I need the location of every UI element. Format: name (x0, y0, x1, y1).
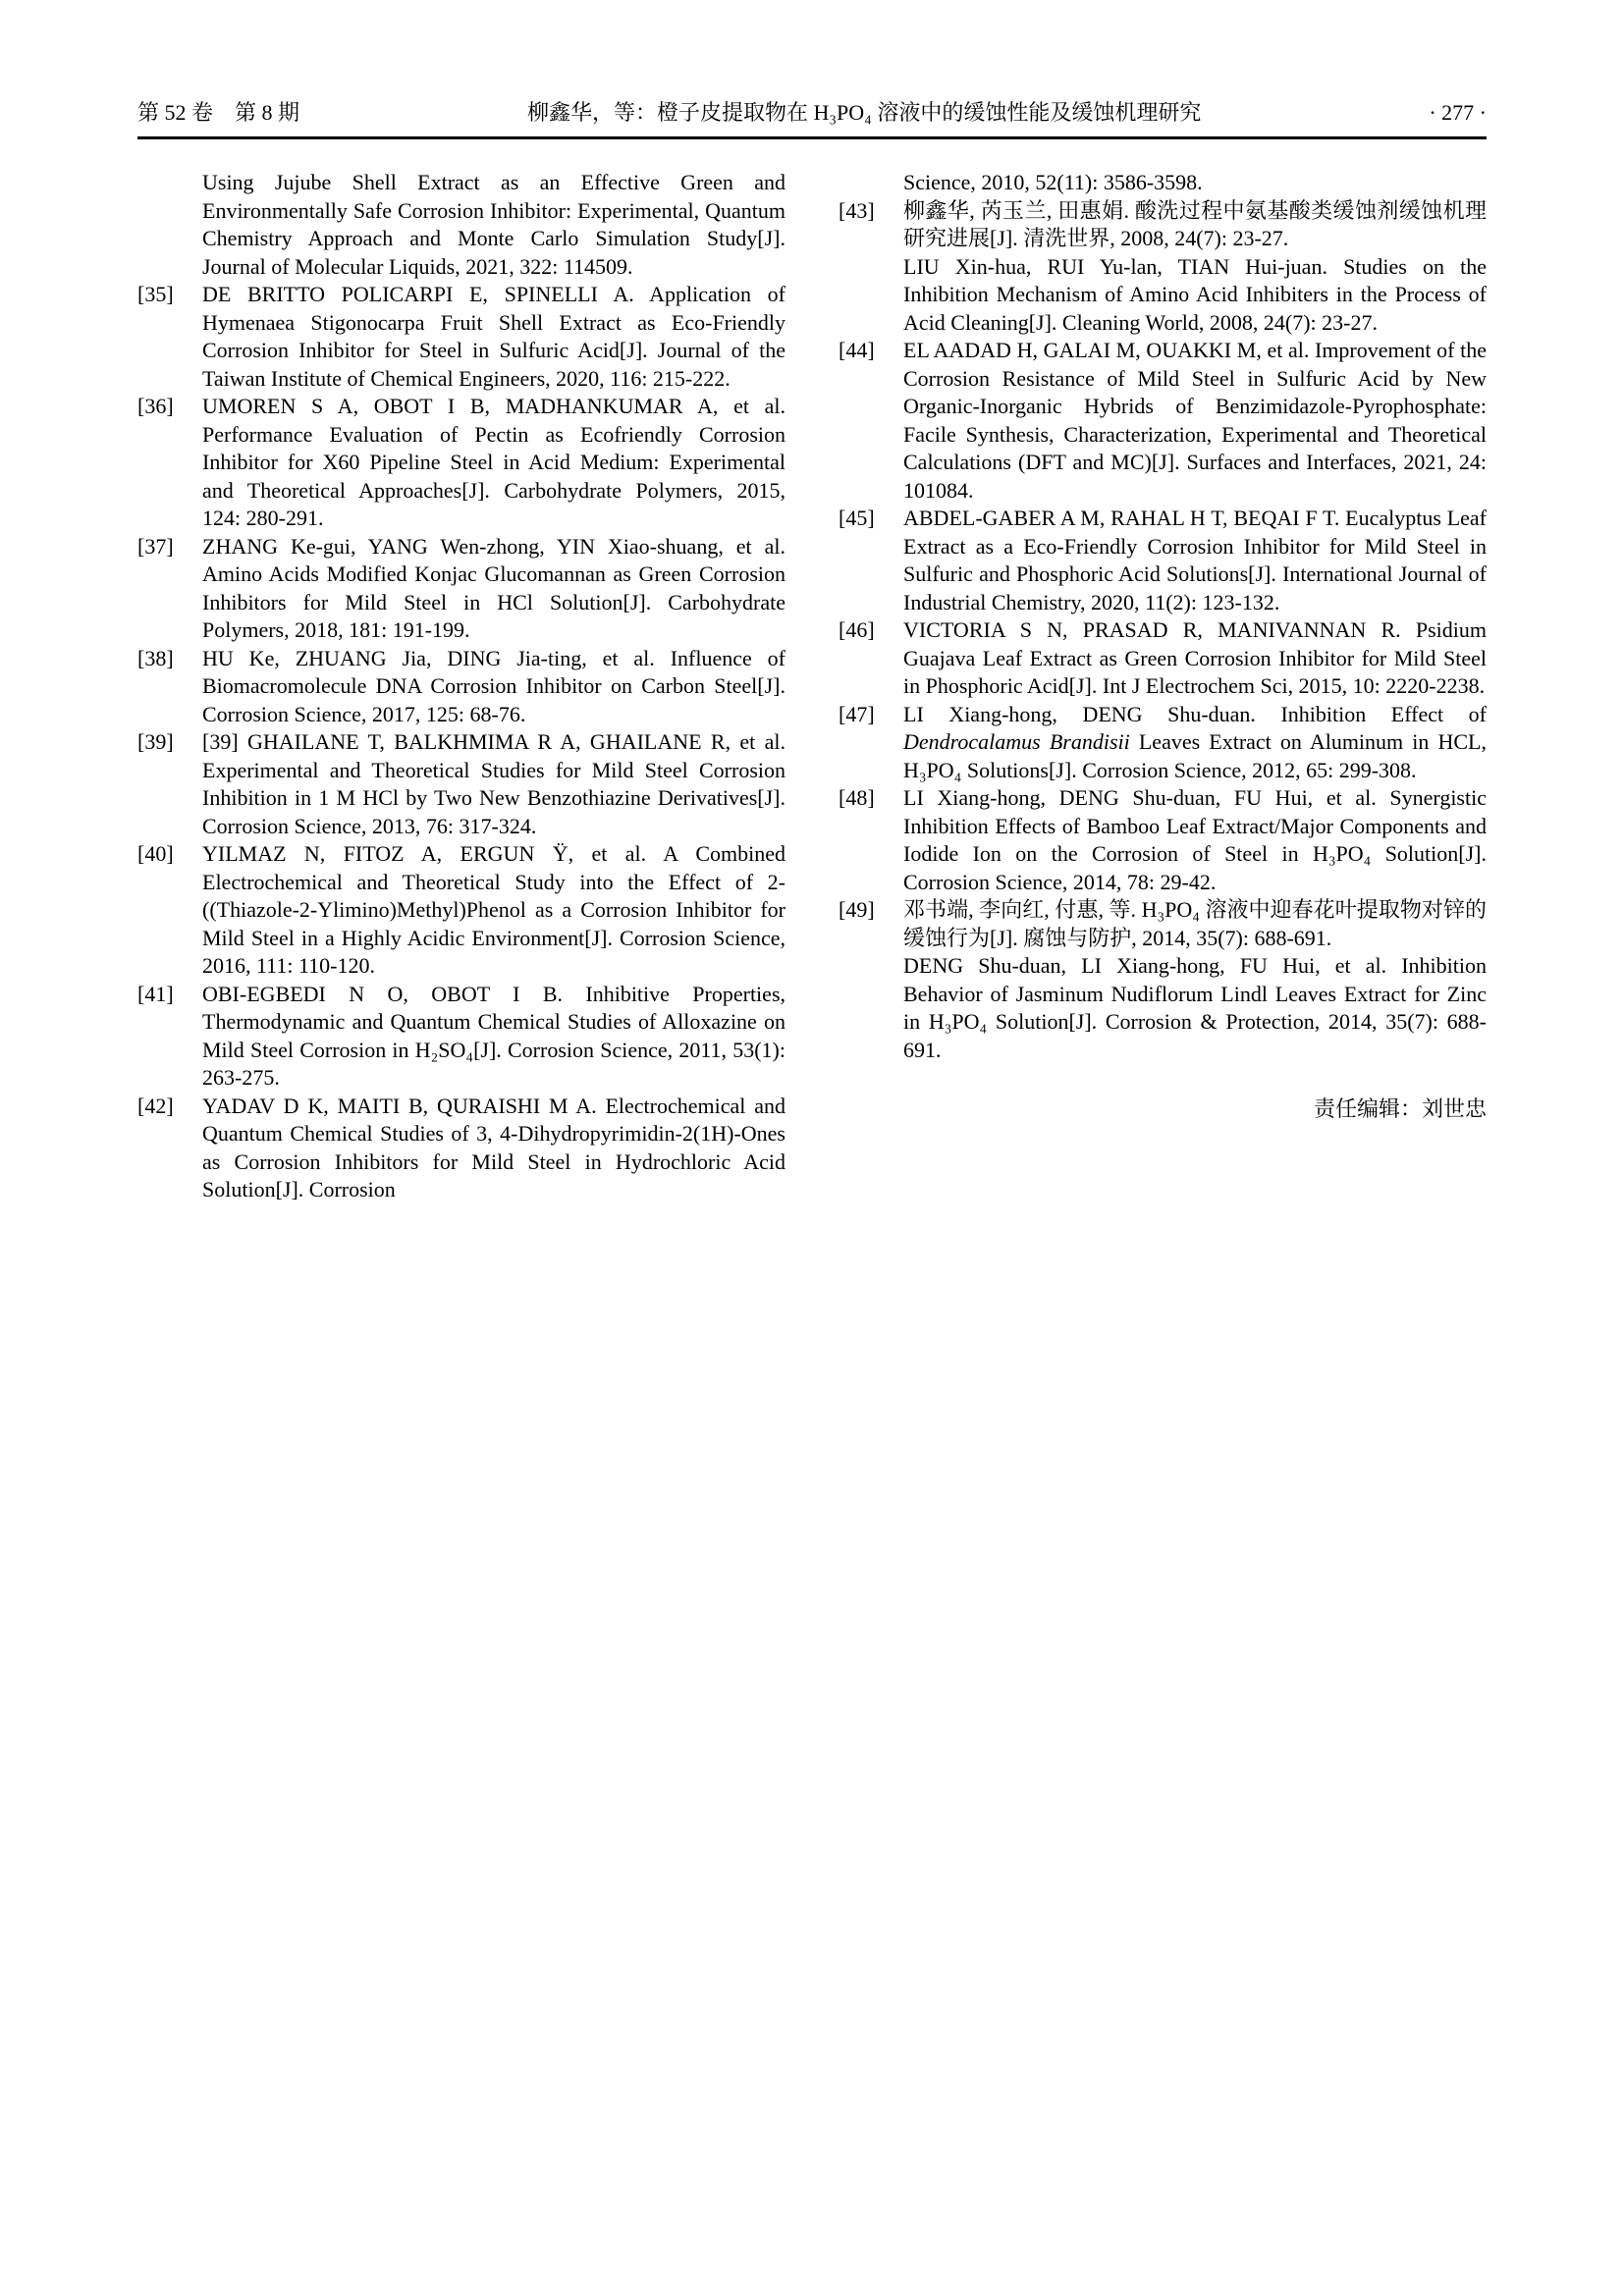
reference-item (137, 840, 785, 981)
references-section (137, 169, 1487, 1204)
reference-item (839, 197, 1487, 338)
reference-item (137, 645, 785, 729)
reference-item (839, 169, 1487, 197)
reference-item (839, 337, 1487, 505)
reference-number: [46] (839, 617, 875, 642)
reference-text: LIU Xin-hua, RUI Yu-lan, TIAN Hui-juan. Studies on the Inhibition Mechanism of Amino Acid Inhibiters in the Process of Acid Cleaning[J]. Cleaning World, 2008, 24(7): 23-27. (903, 253, 1487, 335)
editor-note: 责任编辑：刘世忠 (1313, 1096, 1487, 1121)
reference-number: [39] (137, 729, 174, 754)
reference-list-right (839, 169, 1487, 1064)
reference-number: [47] (839, 701, 875, 726)
page-header (137, 96, 1487, 127)
reference-number: [45] (839, 506, 875, 530)
header-volume-issue: 第 52 卷 第 8 期 (137, 100, 300, 125)
header-rule (137, 136, 1487, 139)
reference-number: [36] (137, 394, 174, 418)
reference-number: [37] (137, 533, 174, 559)
reference-text: ZHANG Ke-gui, YANG Wen-zhong, YIN Xiao-shuang, et al. Amino Acids Modified Konjac Glucomannan as Green Corrosion Inhibitors for Mild Steel in HCl Solution[J]. Carbohydrate Polymers, 2018, 181: 191-199. (202, 533, 785, 642)
reference-text: Using Jujube Shell Extract as an Effective Green and Environmentally Safe Corrosion Inhibitor: Experimental, Quantum Chemistry Approach and Monte Carlo Simulation Study[J]. Journal of Molecular Liquids, 2021, 322: 114509. (202, 170, 785, 279)
reference-item (137, 533, 785, 645)
reference-text: DENG Shu-duan, LI Xiang-hong, FU Hui, et al. Inhibition Behavior of Jasminum Nudiflorum Lindl Leaves Extract for Zinc in H₃PO₄ Solution[J]. Corrosion & Protection, 2014, 35(7): 688-691. (903, 953, 1487, 1062)
reference-item (137, 1093, 785, 1204)
reference-text: LI Xiang-hong, DENG Shu-duan, FU Hui, et al. Synergistic Inhibition Effects of Bamboo Leaf Extract/Major Components and Iodide Ion on the Corrosion of Steel in H₃PO₄ Solution[J]. Corrosion Science, 2014, 78: 29-42. (903, 785, 1487, 894)
reference-text: Science, 2010, 52(11): 3586-3598. (903, 170, 1203, 194)
reference-text: YILMAZ N, FITOZ A, ERGUN Ÿ, et al. A Combined Electrochemical and Theoretical Study into the Effect of 2-((Thiazole-2-Ylimino)Methyl)Phenol as a Corrosion Inhibitor for Mild Steel in a Highly Acidic Environment[J]. Corrosion Science, 2016, 111: 110-120. (202, 841, 785, 978)
reference-number: [49] (839, 897, 875, 922)
reference-item (137, 169, 785, 281)
reference-text: LI Xiang-hong, DENG Shu-duan. Inhibition Effect of Dendrocalamus Brandisii Leaves Extract on Aluminum in HCL, H₃PO₄ Solutions[J]. Corrosion Science, 2012, 65: 299-308. (903, 701, 1487, 782)
reference-text: UMOREN S A, OBOT I B, MADHANKUMAR A, et al. Performance Evaluation of Pectin as Ecofriendly Corrosion Inhibitor for X60 Pipeline Steel in Acid Medium: Experimental and Theoretical Approaches[J]. Carbohydrate Polymers, 2015, 124: 280-291. (202, 394, 785, 530)
header-running-title: 柳鑫华，等：橙子皮提取物在 H₃PO₄ 溶液中的缓蚀性能及缓蚀机理研究 (527, 100, 1202, 125)
reference-item (839, 616, 1487, 701)
reference-text: 邓书端, 李向红, 付惠, 等. H₃PO₄ 溶液中迎春花叶提取物对锌的缓蚀行为[J]. 腐蚀与防护, 2014, 35(7): 688-691. (903, 897, 1487, 950)
reference-text: HU Ke, ZHUANG Jia, DING Jia-ting, et al. Influence of Biomacromolecule DNA Corrosion Inhibitor on Carbon Steel[J]. Corrosion Science, 2017, 125: 68-76. (202, 645, 785, 726)
reference-item (839, 701, 1487, 785)
reference-text: 柳鑫华, 芮玉兰, 田惠娟. 酸洗过程中氨基酸类缓蚀剂缓蚀机理研究进展[J]. 清洗世界, 2008, 24(7): 23-27. (903, 197, 1487, 250)
reference-number: [44] (839, 338, 875, 362)
reference-number: [41] (137, 981, 174, 1006)
references-column-right (839, 169, 1487, 1204)
reference-text: YADAV D K, MAITI B, QURAISHI M A. Electrochemical and Quantum Chemical Studies of 3, 4-Dihydropyrimidin-2(1H)-Ones as Corrosion Inhibitors for Mild Steel in Hydrochloric Acid Solution[J]. Corrosion (202, 1093, 785, 1201)
reference-number: [38] (137, 645, 174, 670)
reference-item (137, 728, 785, 840)
reference-item (839, 505, 1487, 616)
reference-item (137, 281, 785, 393)
reference-list-left (137, 169, 785, 1204)
header-page-number: · 277 · (1429, 100, 1487, 125)
reference-item (839, 784, 1487, 896)
reference-number: [35] (137, 282, 174, 306)
reference-text: EL AADAD H, GALAI M, OUAKKI M, et al. Improvement of the Corrosion Resistance of Mild Steel in Sulfuric Acid by New Organic-Inorganic Hybrids of Benzimidazole-Pyrophosphate: Facile Synthesis, Characterization, Experimental and Theoretical Calculations (DFT and MC)[J]. Surfaces and Interfaces, 2021, 24: 101084. (903, 338, 1487, 503)
reference-text: OBI-EGBEDI N O, OBOT I B. Inhibitive Properties, Thermodynamic and Quantum Chemical Studies of Alloxazine on Mild Steel Corrosion in H₂SO₄[J]. Corrosion Science, 2011, 53(1): 263-275. (202, 981, 785, 1090)
reference-item (137, 981, 785, 1093)
reference-item (839, 896, 1487, 1064)
reference-number: [42] (137, 1093, 174, 1118)
reference-number: [48] (839, 785, 875, 810)
references-column-left (137, 169, 785, 1204)
reference-number: [43] (839, 197, 875, 223)
reference-number: [40] (137, 841, 174, 866)
reference-text: ABDEL-GABER A M, RAHAL H T, BEQAI F T. Eucalyptus Leaf Extract as a Eco-Friendly Corrosion Inhibitor for Mild Steel in Sulfuric and Phosphoric Acid Solutions[J]. International Journal of Industrial Chemistry, 2020, 11(2): 123-132. (903, 506, 1487, 614)
reference-text: VICTORIA S N, PRASAD R, MANIVANNAN R. Psidium Guajava Leaf Extract as Green Corrosion Inhibitor for Mild Steel in Phosphoric Acid[J]. Int J Electrochem Sci, 2015, 10: 2220-2238. (903, 617, 1487, 698)
reference-item (137, 393, 785, 533)
reference-text: [39] GHAILANE T, BALKHMIMA R A, GHAILANE R, et al. Experimental and Theoretical Studies for Mild Steel Corrosion Inhibition in 1 M HCl by Two New Benzothiazine Derivatives[J]. Corrosion Science, 2013, 76: 317-324. (202, 729, 785, 838)
reference-text: DE BRITTO POLICARPI E, SPINELLI A. Application of Hymenaea Stigonocarpa Fruit Shell Extract as Eco-Friendly Corrosion Inhibitor for Steel in Sulfuric Acid[J]. Journal of the Taiwan Institute of Chemical Engineers, 2020, 116: 215-222. (202, 282, 785, 391)
